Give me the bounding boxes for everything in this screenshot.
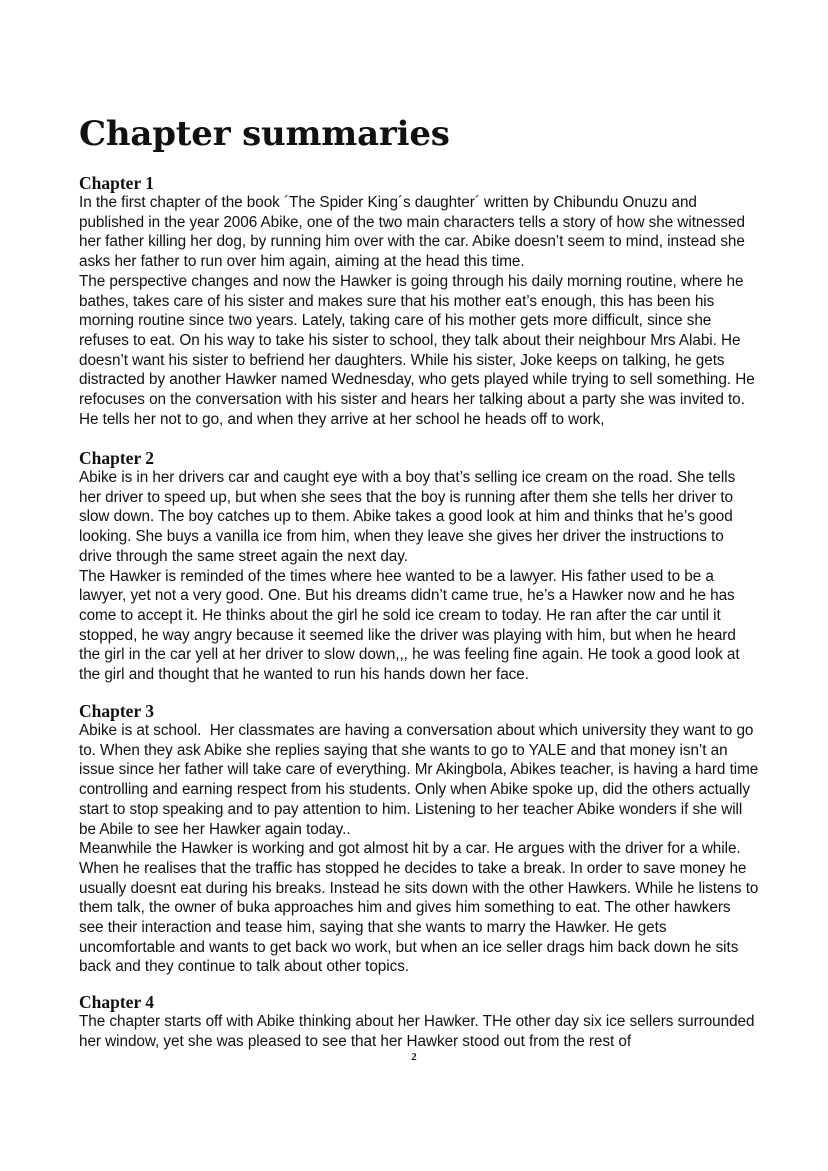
chapter-1-paragraph-2: The perspective changes and now the Hawker is going through his daily morning routine, where he bathes, takes care of his sister and makes sure that his mother eat’s enough, this has been his morning routine since two years. Lately, taking care of his mother gets more difficult, since she refuses to eat. On his way to take his sister to school, they talk about their neighbour Mrs Alabi. He doesn’t want his sister to befriend her daughters. While his sister, Joke keeps on talking, he gets distracted by another Hawker named Wednesday, who gets played while trying to sell something. He refocuses on the conversation with his sister and hears her talking about a party she was invited to. He tells her not to go, and when they arrive at her school he heads off to work, — [79, 272, 759, 428]
chapter-3-section — [79, 701, 763, 977]
chapter-4-section — [79, 992, 759, 1051]
chapter-2-section — [79, 448, 759, 685]
page-title: Chapter summaries — [79, 114, 450, 154]
page-number: 2 — [411, 1051, 417, 1063]
chapter-1-section — [79, 173, 759, 429]
chapter-4-paragraph-1: The chapter starts off with Abike thinking about her Hawker. THe other day six ice sellers surrounded her window, yet she was pleased to see that her Hawker stood out from the rest of — [79, 1013, 759, 1050]
chapter-1-heading: Chapter 1 — [79, 173, 155, 193]
chapter-3-paragraph-1: Abike is at school. Her classmates are having a conversation about which university they want to go to. When they ask Abike she replies saying that she wants to go to YALE and that money isn’t an issue since her father will take care of everything. Mr Akingbola, Abikes teacher, is having a hard time controlling and earning respect from his students. Only when Abike spoke up, did the others actually start to stop speaking and to pay attention to him. Listening to her teacher Abike wonders if she will be Abile to see her Hawker again today.. — [79, 722, 763, 838]
chapter-2-paragraph-1: Abike is in her drivers car and caught eye with a boy that’s selling ice cream on the road. She tells her driver to speed up, but when she sees that the boy is running after them she tells her driver to slow down. The boy catches up to them. Abike takes a good look at him and thinks that he’s good looking. She buys a vanilla ice from him, when they leave she gives her driver the instructions to drive through the same street again the next day. — [79, 469, 740, 565]
chapter-2-body — [79, 468, 759, 685]
chapter-4-heading: Chapter 4 — [79, 992, 155, 1012]
chapter-2-heading: Chapter 2 — [79, 448, 155, 468]
chapter-4-body — [79, 1012, 759, 1051]
chapter-1-paragraph-1: In the first chapter of the book ´The Spider King´s daughter´ written by Chibundu Onuzu and published in the year 2006 Abike, one of the two main characters tells a story of how she witnessed her father killing her dog, by running him over with the car. Abike doesn’t seem to mind, instead she asks her father to run over him again, aiming at the head this time. — [79, 194, 750, 271]
chapter-3-heading: Chapter 3 — [79, 701, 155, 721]
chapter-2-paragraph-2: The Hawker is reminded of the times where hee wanted to be a lawyer. His father used to be a lawyer, yet not a very good. One. But his dreams didn’t came true, he’s a Hawker now and he has come to accept it. He thinks about the girl he sold ice cream to today. He ran after the car until it stopped, he way angry because it seemed like the driver was playing with him, but when he heard the girl in the car yell at her driver to slow down,,, he was feeling fine again. He took a good look at the girl and thought that he wanted to run his hands down her face. — [79, 567, 744, 684]
chapter-1-body — [79, 193, 759, 429]
chapter-3-body — [79, 721, 763, 977]
chapter-3-paragraph-2: Meanwhile the Hawker is working and got almost hit by a car. He argues with the driver for a while. When he realises that the traffic has stopped he decides to take a break. In order to save money he usually doesnt eat during his breaks. Instead he sits down with the other Hawkers. While he listens to them talk, the owner of buka approaches him and gives him something to eat. The other hawkers see their interaction and tease him, saying that she wants to marry the Hawker. He gets uncomfortable and wants to get back wo work, but when an ice seller drags him back down he sits back and they continue to talk about other topics. — [79, 840, 763, 976]
